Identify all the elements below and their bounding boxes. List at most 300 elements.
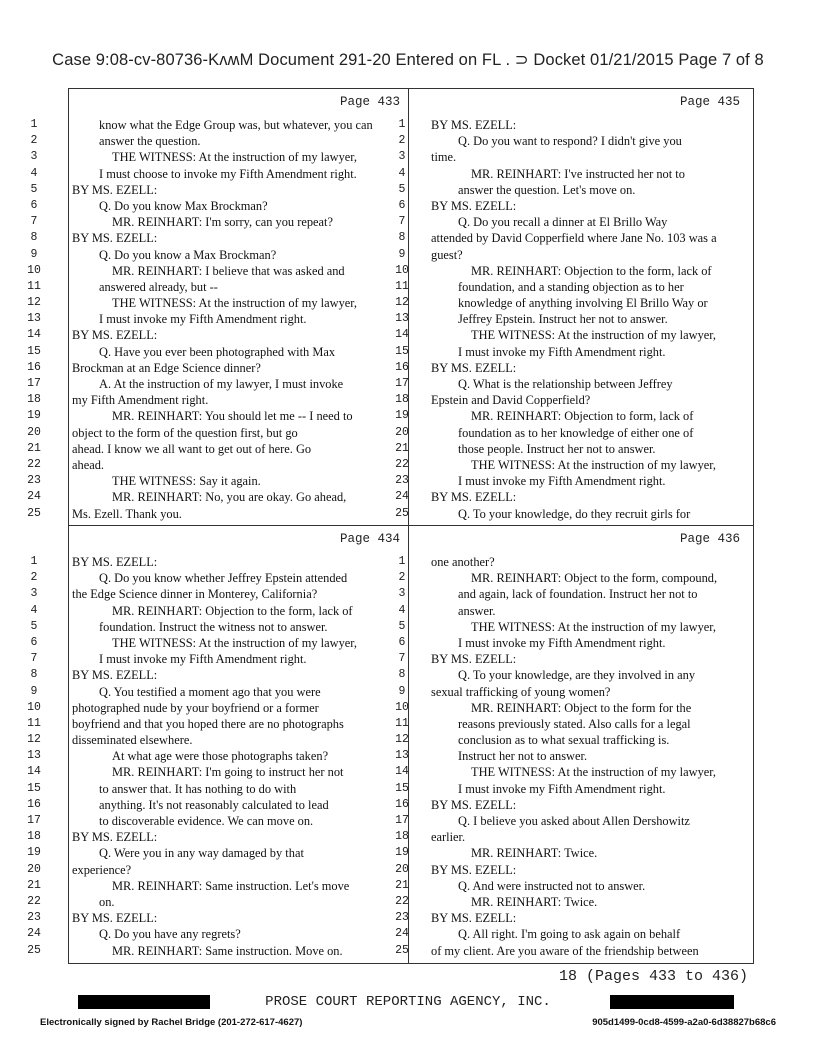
line-number: 1	[398, 555, 406, 568]
transcript-line	[27, 845, 408, 861]
line-text: BY MS. EZELL:	[72, 830, 158, 845]
line-number: 7	[398, 215, 406, 229]
line-number: 4	[30, 166, 38, 180]
line-text: THE WITNESS: At the instruction of my lawyer,	[112, 635, 357, 650]
line-text: boyfriend and that you hoped there are no photographs	[72, 716, 344, 731]
line-text: those people. Instruct her not to answer.	[458, 441, 656, 456]
transcript-grid	[27, 88, 754, 964]
line-number: 25	[395, 943, 409, 957]
transcript-line	[398, 182, 748, 198]
transcript-line	[27, 489, 408, 505]
line-text: BY MS. EZELL:	[431, 652, 517, 667]
line-number: 19	[27, 409, 41, 423]
transcript-line	[395, 716, 748, 732]
transcript-line	[27, 311, 408, 327]
line-text: THE WITNESS: At the instruction of my lawyer,	[471, 765, 716, 780]
transcript-line	[30, 586, 408, 602]
line-text: THE WITNESS: At the instruction of my lawyer,	[471, 328, 716, 343]
transcript-line	[395, 311, 748, 327]
transcript-line	[395, 700, 748, 716]
line-number: 22	[27, 457, 41, 471]
line-number: 6	[30, 198, 38, 212]
line-number: 16	[395, 360, 409, 374]
line-text: experience?	[72, 862, 132, 877]
transcript-line	[30, 230, 408, 246]
line-text: Jeffrey Epstein. Instruct her not to answer.	[458, 312, 668, 327]
line-number: 6	[398, 635, 406, 649]
line-text: MR. REINHART: Twice.	[471, 894, 598, 909]
line-text: sexual trafficking of young women?	[431, 684, 611, 699]
transcript-line	[395, 327, 748, 343]
line-text: Q. Do you want to respond? I didn't give you	[458, 134, 682, 149]
line-number: 4	[30, 603, 38, 617]
line-number: 9	[30, 684, 38, 698]
transcript-line	[395, 764, 748, 780]
line-number: 21	[27, 441, 41, 455]
line-text: BY MS. EZELL:	[431, 797, 517, 812]
line-text: Q. Do you know a Max Brockman?	[99, 247, 277, 262]
line-text: BY MS. EZELL:	[431, 862, 517, 877]
line-text: I must choose to invoke my Fifth Amendment right.	[99, 166, 357, 181]
transcript-line	[27, 700, 408, 716]
transcript-line	[30, 603, 408, 619]
transcript-line	[27, 279, 408, 295]
line-text: reasons previously stated. Also calls for a legal	[458, 716, 691, 731]
line-text: MR. REINHART: Object to the form for the	[471, 700, 692, 715]
line-number: 7	[30, 652, 38, 666]
line-number: 11	[27, 279, 41, 293]
line-number: 11	[27, 716, 41, 730]
line-text: MR. REINHART: Twice.	[471, 846, 598, 861]
transcript-line	[395, 781, 748, 797]
line-text: foundation, and a standing objection as to her	[458, 279, 684, 294]
page-title: Page 434	[339, 532, 400, 546]
line-text: Q. You testified a moment ago that you were	[99, 684, 321, 699]
transcript-line	[398, 684, 748, 700]
line-text: I must invoke my Fifth Amendment right.	[458, 474, 666, 489]
transcript-lines	[395, 554, 748, 959]
line-text: Q. Have you ever been photographed with Max	[99, 344, 336, 359]
line-text: foundation as to her knowledge of either one of	[458, 425, 694, 440]
line-text: MR. REINHART: No, you are okay. Go ahead,	[112, 490, 347, 505]
line-number: 23	[27, 474, 41, 488]
line-number: 19	[27, 846, 41, 860]
transcript-line	[395, 392, 748, 408]
line-text: ahead.	[72, 457, 104, 472]
transcript-line	[27, 263, 408, 279]
transcript-page-434	[27, 526, 408, 962]
transcript-line	[395, 279, 748, 295]
line-number: 17	[27, 377, 41, 390]
line-text: anything. It's not reasonably calculated to lead	[99, 797, 329, 812]
line-text: I must invoke my Fifth Amendment right.	[458, 344, 666, 359]
line-number: 7	[398, 652, 406, 666]
line-text: conclusion as to what sexual trafficking is.	[458, 733, 670, 748]
transcript-line	[398, 247, 748, 263]
line-text: guest?	[431, 247, 463, 262]
transcript-line	[27, 473, 408, 489]
transcript-line	[395, 797, 748, 813]
line-text: I must invoke my Fifth Amendment right.	[99, 312, 307, 327]
line-text: BY MS. EZELL:	[72, 328, 158, 343]
line-text: BY MS. EZELL:	[72, 911, 158, 926]
transcript-line	[30, 554, 408, 570]
transcript-page-433	[27, 89, 408, 525]
transcript-line	[30, 619, 408, 635]
line-number: 6	[30, 635, 38, 649]
line-text: answer.	[458, 603, 496, 618]
transcript-line	[395, 862, 748, 878]
line-text: MR. REINHART: Objection to the form, lack of	[112, 603, 353, 618]
line-text: Q. And were instructed not to answer.	[458, 878, 646, 893]
line-text: A. At the instruction of my lawyer, I must invoke	[99, 377, 344, 391]
transcript-line	[27, 457, 408, 473]
line-text: the Edge Science dinner in Monterey, California?	[72, 587, 318, 602]
line-number: 19	[395, 846, 409, 860]
line-text: disseminated elsewhere.	[72, 733, 193, 748]
line-text: I must invoke my Fifth Amendment right.	[458, 635, 666, 650]
line-number: 24	[395, 490, 409, 504]
line-number: 16	[395, 797, 409, 811]
line-number: 4	[398, 166, 406, 180]
transcript-line	[27, 943, 408, 959]
transcript-line	[30, 182, 408, 198]
transcript-line	[30, 667, 408, 683]
line-number: 12	[395, 733, 409, 747]
transcript-line	[30, 166, 408, 182]
transcript-line	[395, 943, 748, 959]
transcript-line	[395, 376, 748, 392]
page-title: Page 433	[339, 95, 400, 109]
line-number: 22	[395, 457, 409, 471]
line-number: 2	[398, 571, 406, 585]
line-text: of my client. Are you aware of the friendship between	[431, 943, 699, 958]
line-number: 15	[395, 781, 409, 795]
line-number: 2	[30, 571, 38, 585]
line-number: 9	[398, 247, 406, 261]
transcript-line	[398, 230, 748, 246]
page-title: Page 436	[679, 532, 740, 546]
transcript-line	[30, 570, 408, 586]
line-text: THE WITNESS: Say it again.	[112, 474, 261, 489]
transcript-line	[398, 603, 748, 619]
transcript-line	[30, 651, 408, 667]
transcript-line	[27, 862, 408, 878]
line-number: 23	[395, 474, 409, 488]
transcript-line	[30, 149, 408, 165]
transcript-line	[395, 457, 748, 473]
line-number: 10	[27, 263, 41, 277]
transcript-line	[395, 926, 748, 942]
line-text: I must invoke my Fifth Amendment right.	[99, 652, 307, 667]
transcript-line	[27, 781, 408, 797]
line-number: 8	[30, 668, 38, 682]
line-text: BY MS. EZELL:	[431, 118, 517, 132]
line-number: 13	[27, 312, 41, 326]
transcript-line	[27, 878, 408, 894]
transcript-line	[27, 408, 408, 424]
line-number: 11	[395, 279, 409, 293]
line-text: MR. REINHART: Objection to form, lack of	[471, 409, 694, 424]
transcript-line	[398, 554, 748, 570]
transcript-line	[395, 894, 748, 910]
line-number: 10	[395, 263, 409, 277]
line-text: MR. REINHART: Same instruction. Let's move	[112, 878, 350, 893]
line-number: 20	[27, 425, 41, 439]
line-text: answer the question. Let's move on.	[458, 182, 636, 197]
line-number: 14	[27, 765, 41, 779]
transcript-line	[395, 845, 748, 861]
line-text: Q. Do you know Max Brockman?	[99, 198, 268, 213]
line-number: 11	[395, 716, 409, 730]
line-text: MR. REINHART: I've instructed her not to	[471, 166, 685, 181]
transcript-line	[30, 247, 408, 263]
page-title: Page 435	[679, 95, 740, 109]
line-number: 18	[27, 830, 41, 844]
line-number: 14	[27, 328, 41, 342]
line-text: BY MS. EZELL:	[72, 668, 158, 683]
line-text: MR. REINHART: Objection to the form, lack of	[471, 263, 712, 278]
transcript-line	[398, 570, 748, 586]
line-number: 8	[398, 668, 406, 682]
transcript-line	[395, 829, 748, 845]
line-number: 2	[398, 134, 406, 148]
transcript-line	[398, 619, 748, 635]
line-number: 17	[395, 377, 409, 390]
line-number: 2	[30, 134, 38, 148]
line-number: 3	[30, 150, 38, 164]
line-number: 15	[27, 781, 41, 795]
line-number: 23	[395, 911, 409, 925]
transcript-lines	[27, 117, 408, 522]
line-text: on.	[99, 894, 115, 909]
transcript-line	[27, 829, 408, 845]
line-text: attended by David Copperfield where Jane No. 103 was a	[431, 231, 717, 246]
transcript-line	[398, 635, 748, 651]
line-text: MR. REINHART: I'm sorry, can you repeat?	[112, 215, 333, 230]
line-number: 3	[398, 587, 406, 601]
line-number: 20	[395, 425, 409, 439]
transcript-line	[398, 149, 748, 165]
transcript-line	[395, 441, 748, 457]
line-number: 3	[398, 150, 406, 164]
line-number: 14	[395, 328, 409, 342]
line-text: time.	[431, 150, 457, 165]
line-text: BY MS. EZELL:	[431, 198, 517, 213]
line-number: 13	[27, 749, 41, 763]
line-number: 19	[395, 409, 409, 423]
line-text: knowledge of anything involving El Brillo Way or	[458, 296, 708, 311]
line-text: Q. Do you know whether Jeffrey Epstein attended	[99, 571, 348, 586]
line-text: MR. REINHART: You should let me -- I need to	[112, 409, 353, 424]
transcript-line	[27, 327, 408, 343]
line-number: 24	[395, 927, 409, 941]
line-text: photographed nude by your boyfriend or a former	[72, 700, 319, 715]
transcript-page-435	[395, 89, 748, 525]
line-text: THE WITNESS: At the instruction of my lawyer,	[112, 150, 357, 165]
transcript-line	[27, 376, 408, 392]
line-text: Q. I believe you asked about Allen Dershowitz	[458, 814, 690, 828]
transcript-line	[395, 408, 748, 424]
transcript-line	[398, 117, 748, 133]
line-number: 20	[27, 862, 41, 876]
transcript-line	[398, 667, 748, 683]
line-number: 1	[398, 118, 406, 131]
line-text: my Fifth Amendment right.	[72, 393, 209, 408]
transcript-line	[395, 748, 748, 764]
line-number: 18	[27, 393, 41, 407]
line-number: 5	[398, 619, 406, 633]
transcript-line	[395, 425, 748, 441]
line-number: 21	[395, 878, 409, 892]
transcript-line	[27, 506, 408, 522]
line-number: 24	[27, 927, 41, 941]
line-text: Brockman at an Edge Science dinner?	[72, 360, 261, 375]
line-number: 25	[27, 943, 41, 957]
line-text: BY MS. EZELL:	[431, 490, 517, 505]
transcript-line	[30, 214, 408, 230]
line-number: 15	[395, 344, 409, 358]
line-number: 12	[27, 296, 41, 310]
line-number: 9	[398, 684, 406, 698]
transcript-line	[398, 651, 748, 667]
line-number: 8	[30, 231, 38, 245]
transcript-line	[27, 813, 408, 829]
line-text: Q. All right. I'm going to ask again on behalf	[458, 927, 681, 942]
line-text: answer the question.	[99, 134, 201, 149]
transcript-line	[27, 295, 408, 311]
line-text: earlier.	[431, 830, 466, 845]
line-number: 9	[30, 247, 38, 261]
transcript-line	[27, 344, 408, 360]
transcript-line	[27, 441, 408, 457]
line-number: 1	[30, 118, 38, 131]
line-number: 22	[27, 894, 41, 908]
line-number: 5	[398, 182, 406, 196]
line-number: 21	[27, 878, 41, 892]
transcript-line	[398, 586, 748, 602]
transcript-line	[395, 295, 748, 311]
line-number: 5	[30, 182, 38, 196]
line-number: 7	[30, 215, 38, 229]
document-hash: 905d1499-0cd8-4599-a2a0-6d38827b68c6	[592, 1017, 776, 1028]
transcript-line	[27, 797, 408, 813]
line-text: Q. To your knowledge, do they recruit girls for	[458, 506, 691, 521]
line-text: Epstein and David Copperfield?	[431, 393, 591, 408]
transcript-line	[395, 263, 748, 279]
line-text: to discoverable evidence. We can move on.	[99, 814, 314, 828]
line-text: Q. What is the relationship between Jeffrey	[458, 377, 673, 391]
line-text: Q. Do you recall a dinner at El Brillo Way	[458, 215, 668, 230]
line-number: 17	[27, 814, 41, 827]
page-range-label: 18 (Pages 433 to 436)	[558, 968, 748, 985]
line-text: object to the form of the question first, but go	[72, 425, 298, 440]
transcript-line	[27, 894, 408, 910]
line-text: one another?	[431, 555, 495, 569]
redaction-bar-right	[610, 995, 734, 1009]
transcript-line	[395, 910, 748, 926]
line-number: 10	[27, 700, 41, 714]
transcript-line	[27, 392, 408, 408]
line-number: 18	[395, 393, 409, 407]
line-text: I must invoke my Fifth Amendment right.	[458, 781, 666, 796]
line-number: 1	[30, 555, 38, 568]
transcript-line	[27, 764, 408, 780]
line-text: to answer that. It has nothing to do with	[99, 781, 297, 796]
transcript-line	[398, 214, 748, 230]
line-number: 5	[30, 619, 38, 633]
line-text: THE WITNESS: At the instruction of my lawyer,	[112, 296, 357, 311]
transcript-line	[27, 425, 408, 441]
line-number: 15	[27, 344, 41, 358]
transcript-line	[27, 360, 408, 376]
line-text: Q. Do you have any regrets?	[99, 927, 241, 942]
transcript-line	[27, 732, 408, 748]
line-text: BY MS. EZELL:	[431, 360, 517, 375]
transcript-line	[395, 489, 748, 505]
agency-name: PROSE COURT REPORTING AGENCY, INC.	[265, 994, 551, 1010]
line-number: 25	[27, 506, 41, 520]
line-number: 8	[398, 231, 406, 245]
transcript-line	[395, 813, 748, 829]
line-text: MR. REINHART: I believe that was asked and	[112, 263, 345, 278]
line-number: 23	[27, 911, 41, 925]
line-text: BY MS. EZELL:	[431, 911, 517, 926]
line-text: MR. REINHART: Object to the form, compound,	[471, 571, 718, 586]
electronic-signature: Electronically signed by Rachel Bridge (201-272-617-4627)	[40, 1017, 303, 1028]
line-text: know what the Edge Group was, but whatever, you can	[99, 118, 373, 132]
transcript-page-436	[395, 526, 748, 962]
transcript-line	[27, 748, 408, 764]
line-text: Q. Were you in any way damaged by that	[99, 846, 304, 861]
line-number: 14	[395, 765, 409, 779]
line-text: MR. REINHART: I'm going to instruct her not	[112, 765, 344, 780]
line-number: 16	[27, 797, 41, 811]
transcript-line	[395, 732, 748, 748]
transcript-lines	[395, 117, 748, 522]
line-text: BY MS. EZELL:	[72, 182, 158, 197]
line-text: MR. REINHART: Same instruction. Move on.	[112, 943, 343, 958]
transcript-line	[30, 198, 408, 214]
line-text: foundation. Instruct the witness not to answer.	[99, 619, 328, 634]
line-number: 25	[395, 506, 409, 520]
line-number: 17	[395, 814, 409, 827]
transcript-line	[27, 910, 408, 926]
transcript-line	[395, 360, 748, 376]
transcript-line	[395, 344, 748, 360]
line-text: At what age were those photographs taken?	[112, 749, 329, 764]
line-number: 13	[395, 312, 409, 326]
line-number: 10	[395, 700, 409, 714]
line-text: BY MS. EZELL:	[72, 555, 158, 569]
line-text: Instruct her not to answer.	[458, 749, 588, 764]
transcript-line	[395, 473, 748, 489]
transcript-line	[30, 117, 408, 133]
transcript-line	[30, 635, 408, 651]
transcript-line	[398, 166, 748, 182]
transcript-line	[398, 198, 748, 214]
line-number: 4	[398, 603, 406, 617]
line-number: 22	[395, 894, 409, 908]
line-number: 18	[395, 830, 409, 844]
line-text: THE WITNESS: At the instruction of my lawyer,	[471, 619, 716, 634]
transcript-line	[395, 506, 748, 522]
line-number: 6	[398, 198, 406, 212]
line-number: 21	[395, 441, 409, 455]
transcript-line	[30, 133, 408, 149]
line-text: Q. To your knowledge, are they involved in any	[458, 668, 696, 683]
line-text: ahead. I know we all want to get out of here. Go	[72, 441, 312, 456]
